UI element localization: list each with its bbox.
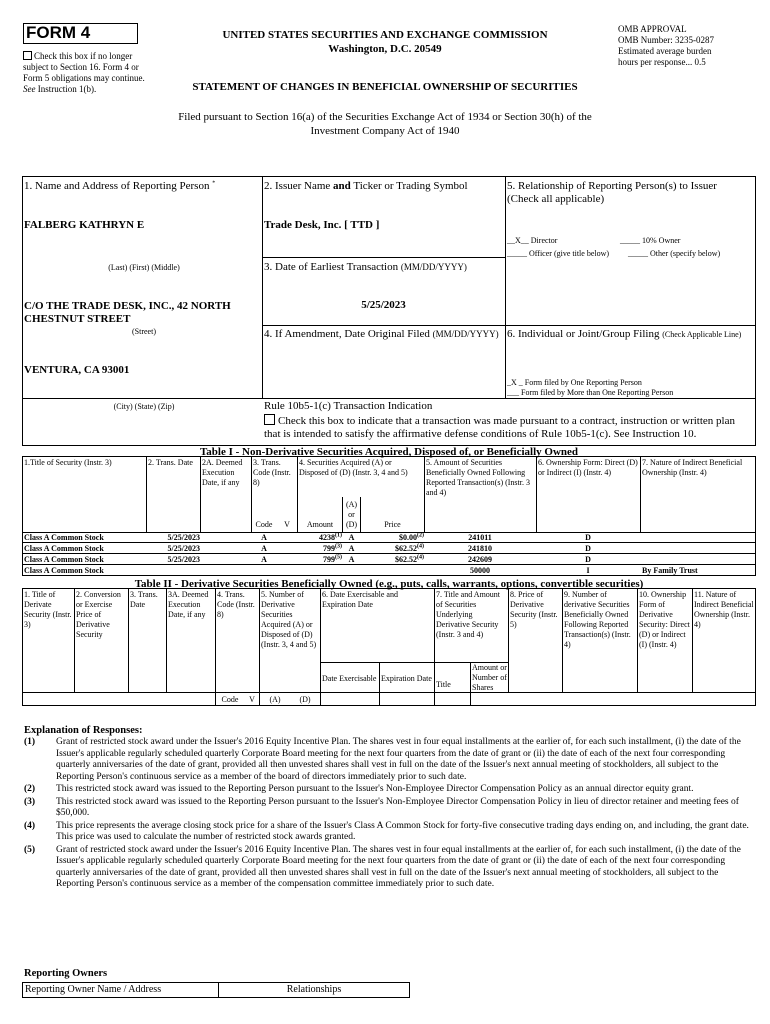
rel-officer: _____ Officer (give title below) xyxy=(507,249,610,258)
t1-sub-price: Price xyxy=(384,520,401,529)
table1-title: Table I - Non-Derivative Securities Acquired, Disposed of, or Beneficially Owned xyxy=(199,446,579,458)
reporter-city: VENTURA, CA 93001 xyxy=(24,364,130,376)
table-cell-amount: 799$^{(3)}$ xyxy=(323,543,342,553)
table-row xyxy=(22,532,756,543)
footnote-number: (3) xyxy=(24,796,36,807)
footnote xyxy=(24,797,749,820)
table-cell-nature: By Family Trust xyxy=(642,566,698,575)
divider xyxy=(320,588,321,706)
t2-col3a: 3A. Deemed Execution Date, if any xyxy=(168,590,209,619)
divider xyxy=(74,588,75,692)
divider xyxy=(562,588,563,692)
t2-col3: 3. Trans. Date xyxy=(130,590,158,609)
divider xyxy=(637,588,638,692)
divider xyxy=(22,398,756,399)
divider xyxy=(200,456,201,532)
footnote-number: (1) xyxy=(24,737,36,747)
divider xyxy=(146,456,147,532)
section16-checkbox-text: Check this box if no longer subject to Section 16. Form 4 or Form 5 obligations may continue. See Instruction 1(b). xyxy=(23,51,145,94)
box4-label: 4. If Amendment, Date Original Filed (MM/DD/YYYY) xyxy=(264,328,499,340)
box1-label: 1. Name and Address of Reporting Person * xyxy=(24,180,216,192)
name-caption: (Last) (First) (Middle) xyxy=(108,263,180,272)
divider xyxy=(505,176,506,398)
footnote xyxy=(24,737,749,783)
ro-col-rel: Relationships xyxy=(286,984,342,995)
t2-col8: 8. Price of Derivative Security (Instr. 5) xyxy=(510,590,558,629)
table-cell-title: Class A Common Stock xyxy=(24,544,104,553)
footnote-text: This restricted stock award was issued to the Reporting Person pursuant to the Issuer's Non-Employee Director Compensation Policy in lieu of director retainer and meeting fees of $50,000. xyxy=(56,796,739,818)
table-cell-owned: 242609 xyxy=(468,555,492,564)
explanation-heading: Explanation of Responses: xyxy=(24,725,143,736)
omb-approval: OMB APPROVAL OMB Number: 3235-0287 Estimated average burden hours per response... 0.5 xyxy=(618,24,714,67)
t2-col4: 4. Trans. Code (Instr. 8) xyxy=(217,590,255,619)
footnote xyxy=(24,784,749,796)
table-cell-amount: 799$^{(5)}$ xyxy=(323,554,342,564)
divider xyxy=(215,588,216,706)
divider xyxy=(166,588,167,692)
table-cell-title: Class A Common Stock xyxy=(24,533,104,542)
table-row xyxy=(22,543,756,554)
t1-col5: 5. Amount of Securities Beneficially Owned Following Reported Transaction(s) (Instr. 3 and 4) xyxy=(426,458,530,497)
divider xyxy=(640,456,641,532)
t2-sub-a: (A) xyxy=(269,695,281,704)
box5-label: 5. Relationship of Reporting Person(s) to Issuer xyxy=(507,180,717,192)
t2-sub-expiration: Expiration Date xyxy=(381,674,432,683)
issuer-name: Trade Desk, Inc. [ TTD ] xyxy=(264,219,380,231)
box5-sub: (Check all applicable) xyxy=(507,193,605,205)
rule-checkbox[interactable] xyxy=(264,414,275,425)
footnote-number: (4) xyxy=(24,820,36,831)
divider xyxy=(259,588,260,706)
table2-title: Table II - Derivative Securities Beneficially Owned (e.g., puts, calls, warrants, options, convertible securities) xyxy=(134,578,644,590)
table-cell-price: $62.52$^{(4)}$ xyxy=(395,543,424,553)
rel-10pct: _____ 10% Owner xyxy=(620,236,681,245)
t2-col5: 5. Number of Derivative Securities Acquired (A) or Disposed of (D) (Instr. 3, 4 and 5) xyxy=(261,590,317,649)
divider xyxy=(128,588,129,692)
box6-label: 6. Individual or Joint/Group Filing (Check Applicable Line) xyxy=(507,328,742,340)
t2-sub-d: (D) xyxy=(299,695,311,704)
box2-label: 2. Issuer Name and Ticker or Trading Symbol xyxy=(264,180,468,192)
table-cell-date: 5/25/2023 xyxy=(167,544,200,553)
divider xyxy=(22,692,756,693)
earliest-date: 5/25/2023 xyxy=(361,299,406,311)
section16-checkbox[interactable] xyxy=(23,51,32,60)
table-cell-form: D xyxy=(585,533,591,542)
table-cell-aord: A xyxy=(348,544,355,553)
t2-sub-v: V xyxy=(249,695,255,704)
table-cell-date: 5/25/2023 xyxy=(167,555,200,564)
t2-col10: 10. Ownership Form of Derivative Security: Direct (D) or Indirect (I) (Instr. 4) xyxy=(639,590,690,649)
statement-title: STATEMENT OF CHANGES IN BENEFICIAL OWNERSHIP OF SECURITIES xyxy=(192,81,578,93)
t1-sub-code: Code xyxy=(255,520,273,529)
table-cell-owned: 241011 xyxy=(468,533,492,542)
footnote-text: This price represents the average closing stock price for a share of the Issuer's Class A Common Stock for forty-five consecutive trading days ending on, and including, the grant date. This price was used to calculate the number of restricted stock awards granted. xyxy=(56,820,749,842)
filing-more: ___ Form filed by More than One Reporting Person xyxy=(507,388,674,397)
t2-col1: 1. Title of Derivate Security (Instr. 3) xyxy=(24,590,72,629)
table-cell-aord: A xyxy=(348,555,355,564)
table-cell-price: $0.00$^{(2)}$ xyxy=(399,532,424,542)
table-cell-form: D xyxy=(585,544,591,553)
table-cell-form: D xyxy=(585,555,591,564)
rel-other: _____ Other (specify below) xyxy=(628,249,721,258)
rel-director: __X__ Director xyxy=(507,236,558,245)
t2-sub-exercisable: Date Exercisable xyxy=(322,674,377,683)
footnote-number: (5) xyxy=(24,844,36,855)
divider xyxy=(424,456,425,532)
t1-sub-aord: (A) or (D) xyxy=(345,500,358,529)
footnote-text: Grant of restricted stock award under the Issuer's 2016 Equity Incentive Plan. The shares vest in four equal installments at the earlier of, for each such installment, (i) the date of the Issuer's applicable regularly scheduled quarterly Corporate Board meeting for the next four quarters from the date of grant or (ii) the date of each of the next four corresponding quarterly anniversaries of the date of grant, provided all then unvested shares shall vest in full on the date of the Issuer's next annual meeting of stockholders, all subject to the Reporting Person's continuous service as a member of the board of directors immediately prior to such date. xyxy=(56,737,741,782)
t1-col7: 7. Nature of Indirect Beneficial Ownership (Instr. 4) xyxy=(642,458,743,477)
table-cell-aord: A xyxy=(348,533,355,542)
filed-pursuant-line2: Investment Company Act of 1940 xyxy=(310,125,460,137)
divider xyxy=(262,257,505,258)
footnote-list xyxy=(24,737,749,891)
divider xyxy=(536,456,537,532)
t1-col3: 3. Trans. Code (Instr. 8) xyxy=(253,458,291,487)
t2-sub-code: Code xyxy=(221,695,239,704)
t2-col6: 6. Date Exercisable and Expiration Date xyxy=(322,590,398,609)
t2-col9: 9. Number of derivative Securities Beneficially Owned Following Reported Transaction(s) (Instr. 4) xyxy=(564,590,631,649)
table-cell-amount: 4238$^{(1)}$ xyxy=(319,532,342,542)
rule-text: Check this box to indicate that a transaction was made pursuant to a contract, instruction or written plan that is intended to satisfy the affirmative defense conditions of Rule 10b5-1(c). See Instruction 10. xyxy=(264,415,735,440)
table-cell-owned: 50000 xyxy=(470,566,490,575)
table-cell-owned: 241810 xyxy=(468,544,492,553)
footnote xyxy=(24,821,749,844)
divider xyxy=(434,588,435,706)
t1-col6: 6. Ownership Form: Direct (D) or Indirect (I) (Instr. 4) xyxy=(538,458,638,477)
footnote-text: Grant of restricted stock award under the Issuer's 2016 Equity Incentive Plan. The shares vest in four equal installments at the earlier of, for each such installment, (i) the date of the Issuer's applicable regularly scheduled quarterly Corporate Board meeting for the next four quarters from the date of grant or (ii) the date of each of the next four corresponding quarterly anniversaries of the date of grant, provided all then unvested shares shall vest in full on the date of the Issuer's next annual meeting of stockholders, all subject to the Reporting Person's continuous service as a member of the compensation committee immediately prior to such date. xyxy=(56,844,741,889)
table-cell-title: Class A Common Stock xyxy=(24,566,104,575)
table-cell-price: $62.52$^{(4)}$ xyxy=(395,554,424,564)
divider xyxy=(470,662,471,706)
filed-pursuant-line1: Filed pursuant to Section 16(a) of the Securities Exchange Act of 1934 or Section 30(h) of the xyxy=(178,111,592,123)
t1-sub-amount: Amount xyxy=(306,520,334,529)
t2-sub-title: Title xyxy=(436,680,451,689)
table-cell-title: Class A Common Stock xyxy=(24,555,104,564)
table-cell-form: I xyxy=(586,566,590,575)
ro-col-name: Reporting Owner Name / Address xyxy=(25,984,162,995)
table-row xyxy=(22,565,756,576)
table-cell-code: A xyxy=(261,533,267,542)
divider xyxy=(262,176,263,398)
t1-col1: 1.Title of Security (Instr. 3) xyxy=(24,458,112,467)
footnote-text: This restricted stock award was issued to the Reporting Person pursuant to the Issuer's Non-Employee Director Compensation Policy as an annual director equity grant. xyxy=(56,784,694,794)
t2-col2: 2. Conversion or Exercise Price of Derivative Security xyxy=(76,590,121,639)
city-caption: (City) (State) (Zip) xyxy=(113,402,175,411)
rule-label: Rule 10b5-1(c) Transaction Indication xyxy=(264,400,433,412)
table-cell-code: A xyxy=(261,555,267,564)
t2-sub-amount: Amount or Number of Shares xyxy=(472,663,507,692)
divider xyxy=(262,325,756,326)
reporter-street: C/O THE TRADE DESK, INC., 42 NORTH CHESTNUT STREET xyxy=(24,300,231,325)
box3-label: 3. Date of Earliest Transaction (MM/DD/YYYY) xyxy=(264,261,467,273)
t1-col4: 4. Securities Acquired (A) or Disposed of (D) (Instr. 3, 4 and 5) xyxy=(299,458,408,477)
t1-col2: 2. Trans. Date xyxy=(148,458,193,467)
t1-col2a: 2A. Deemed Execution Date, if any xyxy=(202,458,243,487)
divider xyxy=(379,662,380,706)
t2-col7: 7. Title and Amount of Securities Underlying Derivative Security (Instr. 3 and 4) xyxy=(436,590,501,639)
divider xyxy=(508,588,509,692)
t2-col11: 11. Nature of Indirect Beneficial Ownership (Instr. 4) xyxy=(694,590,754,629)
explanation-section xyxy=(24,724,749,892)
footnote-number: (2) xyxy=(24,784,36,794)
divider xyxy=(692,588,693,692)
table-cell-date: 5/25/2023 xyxy=(167,533,200,542)
agency-name: UNITED STATES SECURITIES AND EXCHANGE COMMISSION xyxy=(222,29,548,41)
street-caption: (Street) xyxy=(132,327,156,336)
agency-city: Washington, D.C. 20549 xyxy=(328,43,442,55)
filing-one: _X _ Form filed by One Reporting Person xyxy=(507,378,642,387)
reporter-name: FALBERG KATHRYN E xyxy=(24,219,145,231)
form-title: FORM 4 xyxy=(26,23,91,42)
reporting-owners-heading: Reporting Owners xyxy=(24,968,108,979)
footnote xyxy=(24,845,749,891)
table-row xyxy=(22,554,756,565)
table-cell-code: A xyxy=(261,544,267,553)
t1-sub-v: V xyxy=(284,520,290,529)
